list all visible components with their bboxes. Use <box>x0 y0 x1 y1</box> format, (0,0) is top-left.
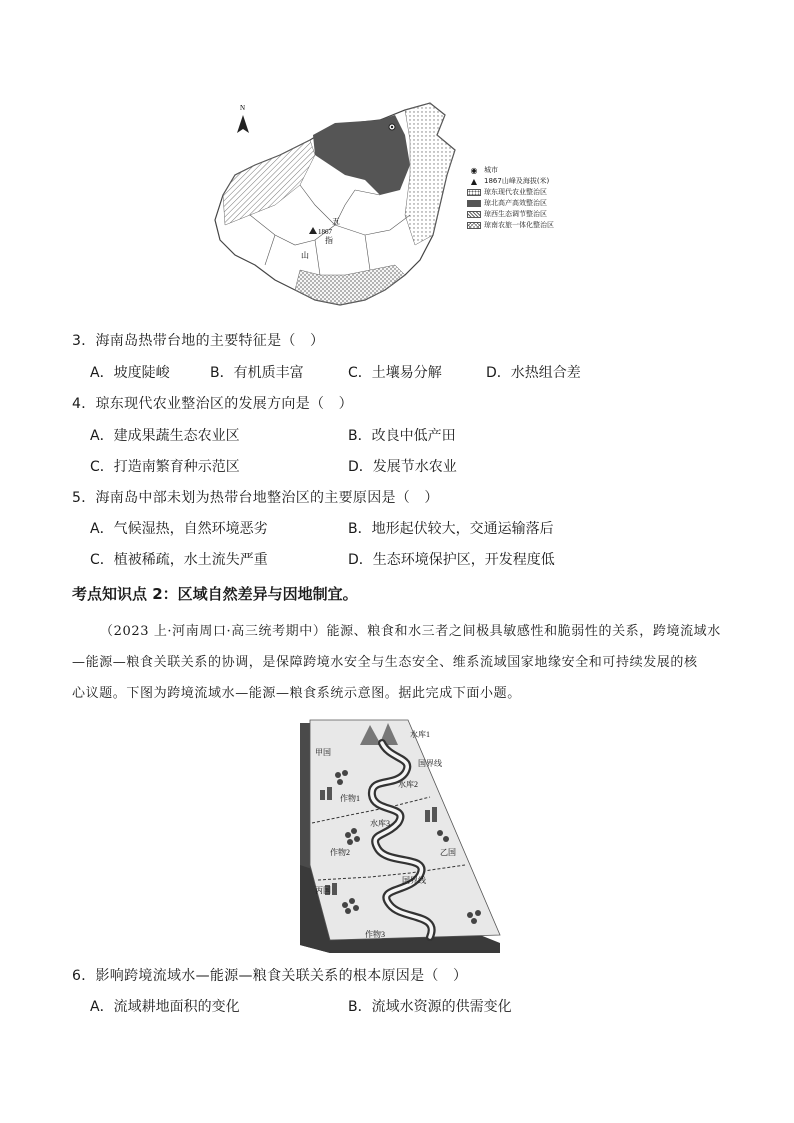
legend-item-qiongdong: 琼东现代农业整治区 <box>467 187 554 197</box>
paragraph-line-3: 心议题。下图为跨境流域水—能源—粮食系统示意图。据此完成下面小题。 <box>72 686 521 701</box>
question-4-option-b: B．改良中低产田 <box>348 428 456 444</box>
label-crop-3: 作物3 <box>365 930 385 939</box>
question-4-option-d: D．发展节水农业 <box>348 459 457 475</box>
paragraph-line-2: —能源—粮食关联关系的协调，是保障跨境水安全与生态安全、维系流域国家地缘安全和可持续发展的核 <box>72 655 698 670</box>
legend-item-city: ◉ 城市 <box>467 165 554 175</box>
label-border-1: 国界线 <box>418 759 442 768</box>
question-3-option-a: A．坡度陡峻 <box>90 365 170 381</box>
legend-item-peak: ▲ 1867山峰及海拔(米) <box>467 176 554 186</box>
hatched-pattern-swatch <box>467 211 481 218</box>
intro-paragraph <box>72 616 732 709</box>
hainan-map-figure <box>205 95 585 320</box>
label-reservoir-3: 水库3 <box>370 819 390 828</box>
question-3-option-c: C．土壤易分解 <box>348 365 442 381</box>
river-basin-figure <box>290 715 505 955</box>
label-reservoir-2: 水库2 <box>398 780 418 789</box>
legend-item-qiongbei: 琼北高产高效整治区 <box>467 198 554 208</box>
question-3-option-d: D．水热组合差 <box>486 365 581 381</box>
question-4-stem: 4．琼东现代农业整治区的发展方向是（ ） <box>72 396 353 412</box>
question-5-option-a: A．气候湿热，自然环境恶劣 <box>90 521 268 537</box>
dotted-pattern-swatch <box>467 189 481 196</box>
question-4-option-a: A．建成果蔬生态农业区 <box>90 428 240 444</box>
svg-text:N: N <box>240 104 246 112</box>
label-country-yi: 乙国 <box>440 848 456 857</box>
map-legend <box>467 165 554 230</box>
section-heading: 考点知识点 2：区域自然差异与因地制宜。 <box>72 585 358 603</box>
crosshatch-pattern-swatch <box>467 222 481 229</box>
label-crop-1: 作物1 <box>340 794 360 803</box>
question-3-stem: 3．海南岛热带台地的主要特征是（ ） <box>72 333 325 349</box>
label-country-bing: 丙国 <box>315 886 331 895</box>
city-dot-icon: ◉ <box>470 165 478 175</box>
question-3-option-b: B．有机质丰富 <box>210 365 304 381</box>
label-border-2: 国界线 <box>402 876 426 885</box>
mountain-char-1: 五 <box>332 217 340 226</box>
question-6-stem: 6．影响跨境流域水—能源—粮食关联关系的根本原因是（ ） <box>72 968 468 984</box>
north-arrow-icon <box>237 104 249 133</box>
question-5-option-b: B．地形起伏较大，交通运输落后 <box>348 521 554 537</box>
legend-item-qiongnan: 琼南农旅一体化整治区 <box>467 220 554 230</box>
terrain-surface <box>310 720 500 940</box>
peak-triangle-icon: ▲ <box>470 176 478 186</box>
dark-fill-swatch <box>467 200 481 207</box>
question-5-option-d: D．生态环境保护区，开发程度低 <box>348 552 555 568</box>
river-basin-diagram <box>290 715 505 955</box>
paragraph-line-1: （2023 上·河南周口·高三统考期中）能源、粮食和水三者之间极具敏感性和脆弱性的关系，跨境流域水 <box>100 624 721 639</box>
question-6-option-a: A．流域耕地面积的变化 <box>90 999 240 1015</box>
label-reservoir-1: 水库1 <box>410 730 430 739</box>
question-4-option-c: C．打造南繁育种示范区 <box>90 459 240 475</box>
qiongdong-region <box>405 103 455 245</box>
question-5-option-c: C．植被稀疏，水土流失严重 <box>90 552 268 568</box>
label-country-jia: 甲国 <box>315 748 331 757</box>
legend-item-qiongxi: 琼西生态调节整治区 <box>467 209 554 219</box>
question-5-stem: 5．海南岛中部未划为热带台地整治区的主要原因是（ ） <box>72 490 439 506</box>
mountain-char-3: 山 <box>301 251 309 260</box>
peak-label: 1867 <box>318 228 332 236</box>
mountain-char-2: 指 <box>325 236 333 245</box>
label-crop-2: 作物2 <box>330 848 350 857</box>
city-marker-icon <box>389 124 395 130</box>
question-6-option-b: B．流域水资源的供需变化 <box>348 999 512 1015</box>
